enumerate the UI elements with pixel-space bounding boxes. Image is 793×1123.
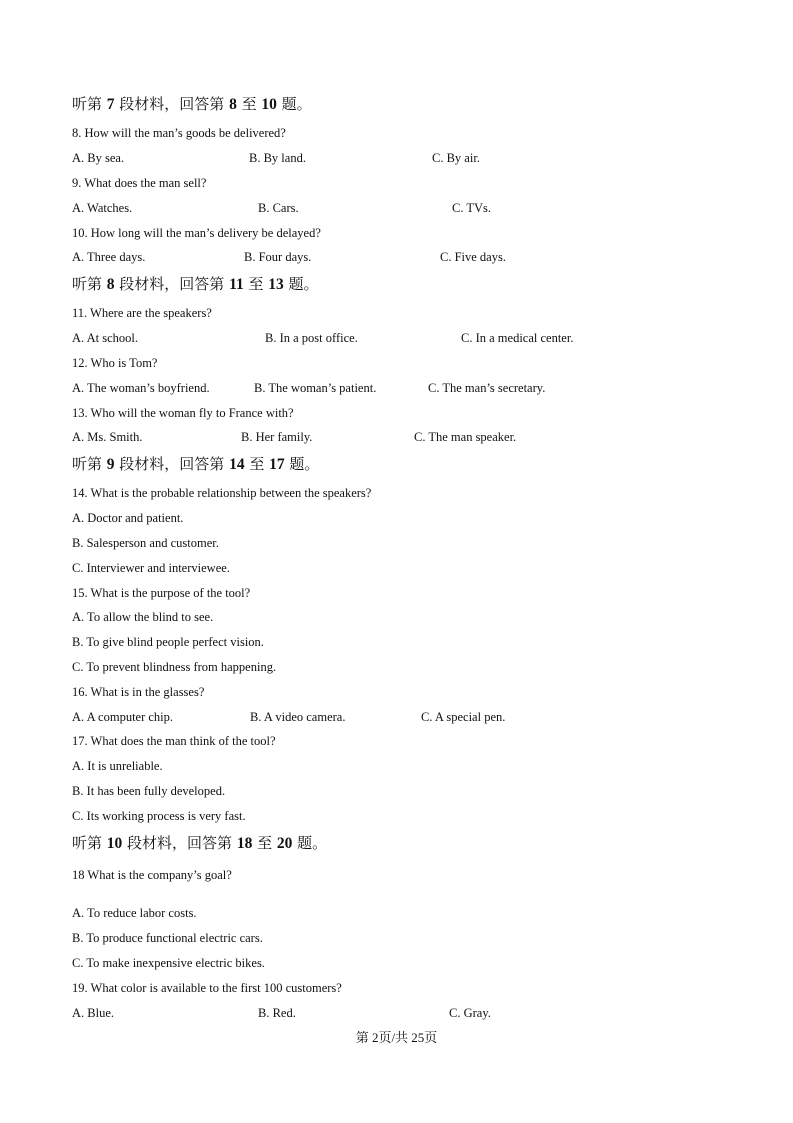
q9-option-c: C. TVs. [452, 201, 492, 215]
q15-option-b: B. To give blind people perfect vision. [72, 635, 264, 649]
question-8: 8. How will the man’s goods be delivered? [72, 126, 286, 140]
q13-option-b: B. Her family. [241, 430, 313, 444]
q13-option-a: A. Ms. Smith. [72, 430, 143, 444]
q17-option-b: B. It has been fully developed. [72, 784, 226, 798]
q18-option-b: B. To produce functional electric cars. [72, 931, 263, 945]
q18-option-c: C. To make inexpensive electric bikes. [72, 956, 265, 970]
question-13: 13. Who will the woman fly to France with? [72, 406, 294, 420]
q12-option-c: C. The man’s secretary. [428, 381, 546, 395]
q12-option-b: B. The woman’s patient. [254, 381, 377, 395]
q15-option-a: A. To allow the blind to see. [72, 610, 214, 624]
question-11: 11. Where are the speakers? [72, 306, 212, 320]
question-10: 10. How long will the man’s delivery be delayed? [72, 226, 321, 240]
q8-option-a: A. By sea. [72, 151, 125, 165]
q13-option-c: C. The man speaker. [414, 430, 517, 444]
q14-option-a: A. Doctor and patient. [72, 511, 184, 525]
q11-option-a: A. At school. [72, 331, 138, 345]
q12-option-a: A. The woman’s boyfriend. [72, 381, 210, 395]
q9-option-b: B. Cars. [258, 201, 299, 215]
q16-option-c: C. A special pen. [421, 710, 506, 724]
q14-option-b: B. Salesperson and customer. [72, 536, 219, 550]
q18-option-a: A. To reduce labor costs. [72, 906, 197, 920]
q16-option-a: A. A computer chip. [72, 710, 174, 724]
q19-option-a: A. Blue. [72, 1006, 115, 1020]
section-heading-10: 听第 10 段材料，回答第 18 至 20 题。 [72, 834, 328, 852]
question-14: 14. What is the probable relationship between the speakers? [72, 486, 372, 500]
question-19: 19. What color is available to the first 100 customers? [72, 981, 342, 995]
section-heading-8: 听第 8 段材料，回答第 11 至 13 题。 [72, 275, 319, 293]
question-17: 17. What does the man think of the tool? [72, 734, 276, 748]
q8-option-c: C. By air. [432, 151, 480, 165]
question-12: 12. Who is Tom? [72, 356, 158, 370]
q14-option-c: C. Interviewer and interviewee. [72, 561, 230, 575]
section-heading-7: 听第 7 段材料，回答第 8 至 10 题。 [72, 95, 312, 113]
q11-option-b: B. In a post office. [265, 331, 358, 345]
q16-option-b: B. A video camera. [250, 710, 346, 724]
question-9: 9. What does the man sell? [72, 176, 207, 190]
q10-option-a: A. Three days. [72, 250, 146, 264]
q10-option-b: B. Four days. [244, 250, 312, 264]
q17-option-c: C. Its working process is very fast. [72, 809, 246, 823]
q17-option-a: A. It is unreliable. [72, 759, 163, 773]
q10-option-c: C. Five days. [440, 250, 506, 264]
question-15: 15. What is the purpose of the tool? [72, 586, 251, 600]
question-16: 16. What is in the glasses? [72, 685, 205, 699]
page-footer: 第 2页/共 25页 [355, 1030, 438, 1045]
q9-option-a: A. Watches. [72, 201, 133, 215]
section-heading-9: 听第 9 段材料，回答第 14 至 17 题。 [72, 455, 320, 473]
q19-option-b: B. Red. [258, 1006, 296, 1020]
question-18: 18 What is the company’s goal? [72, 868, 232, 882]
q15-option-c: C. To prevent blindness from happening. [72, 660, 277, 674]
q11-option-c: C. In a medical center. [461, 331, 574, 345]
q19-option-c: C. Gray. [449, 1006, 491, 1020]
q8-option-b: B. By land. [249, 151, 306, 165]
